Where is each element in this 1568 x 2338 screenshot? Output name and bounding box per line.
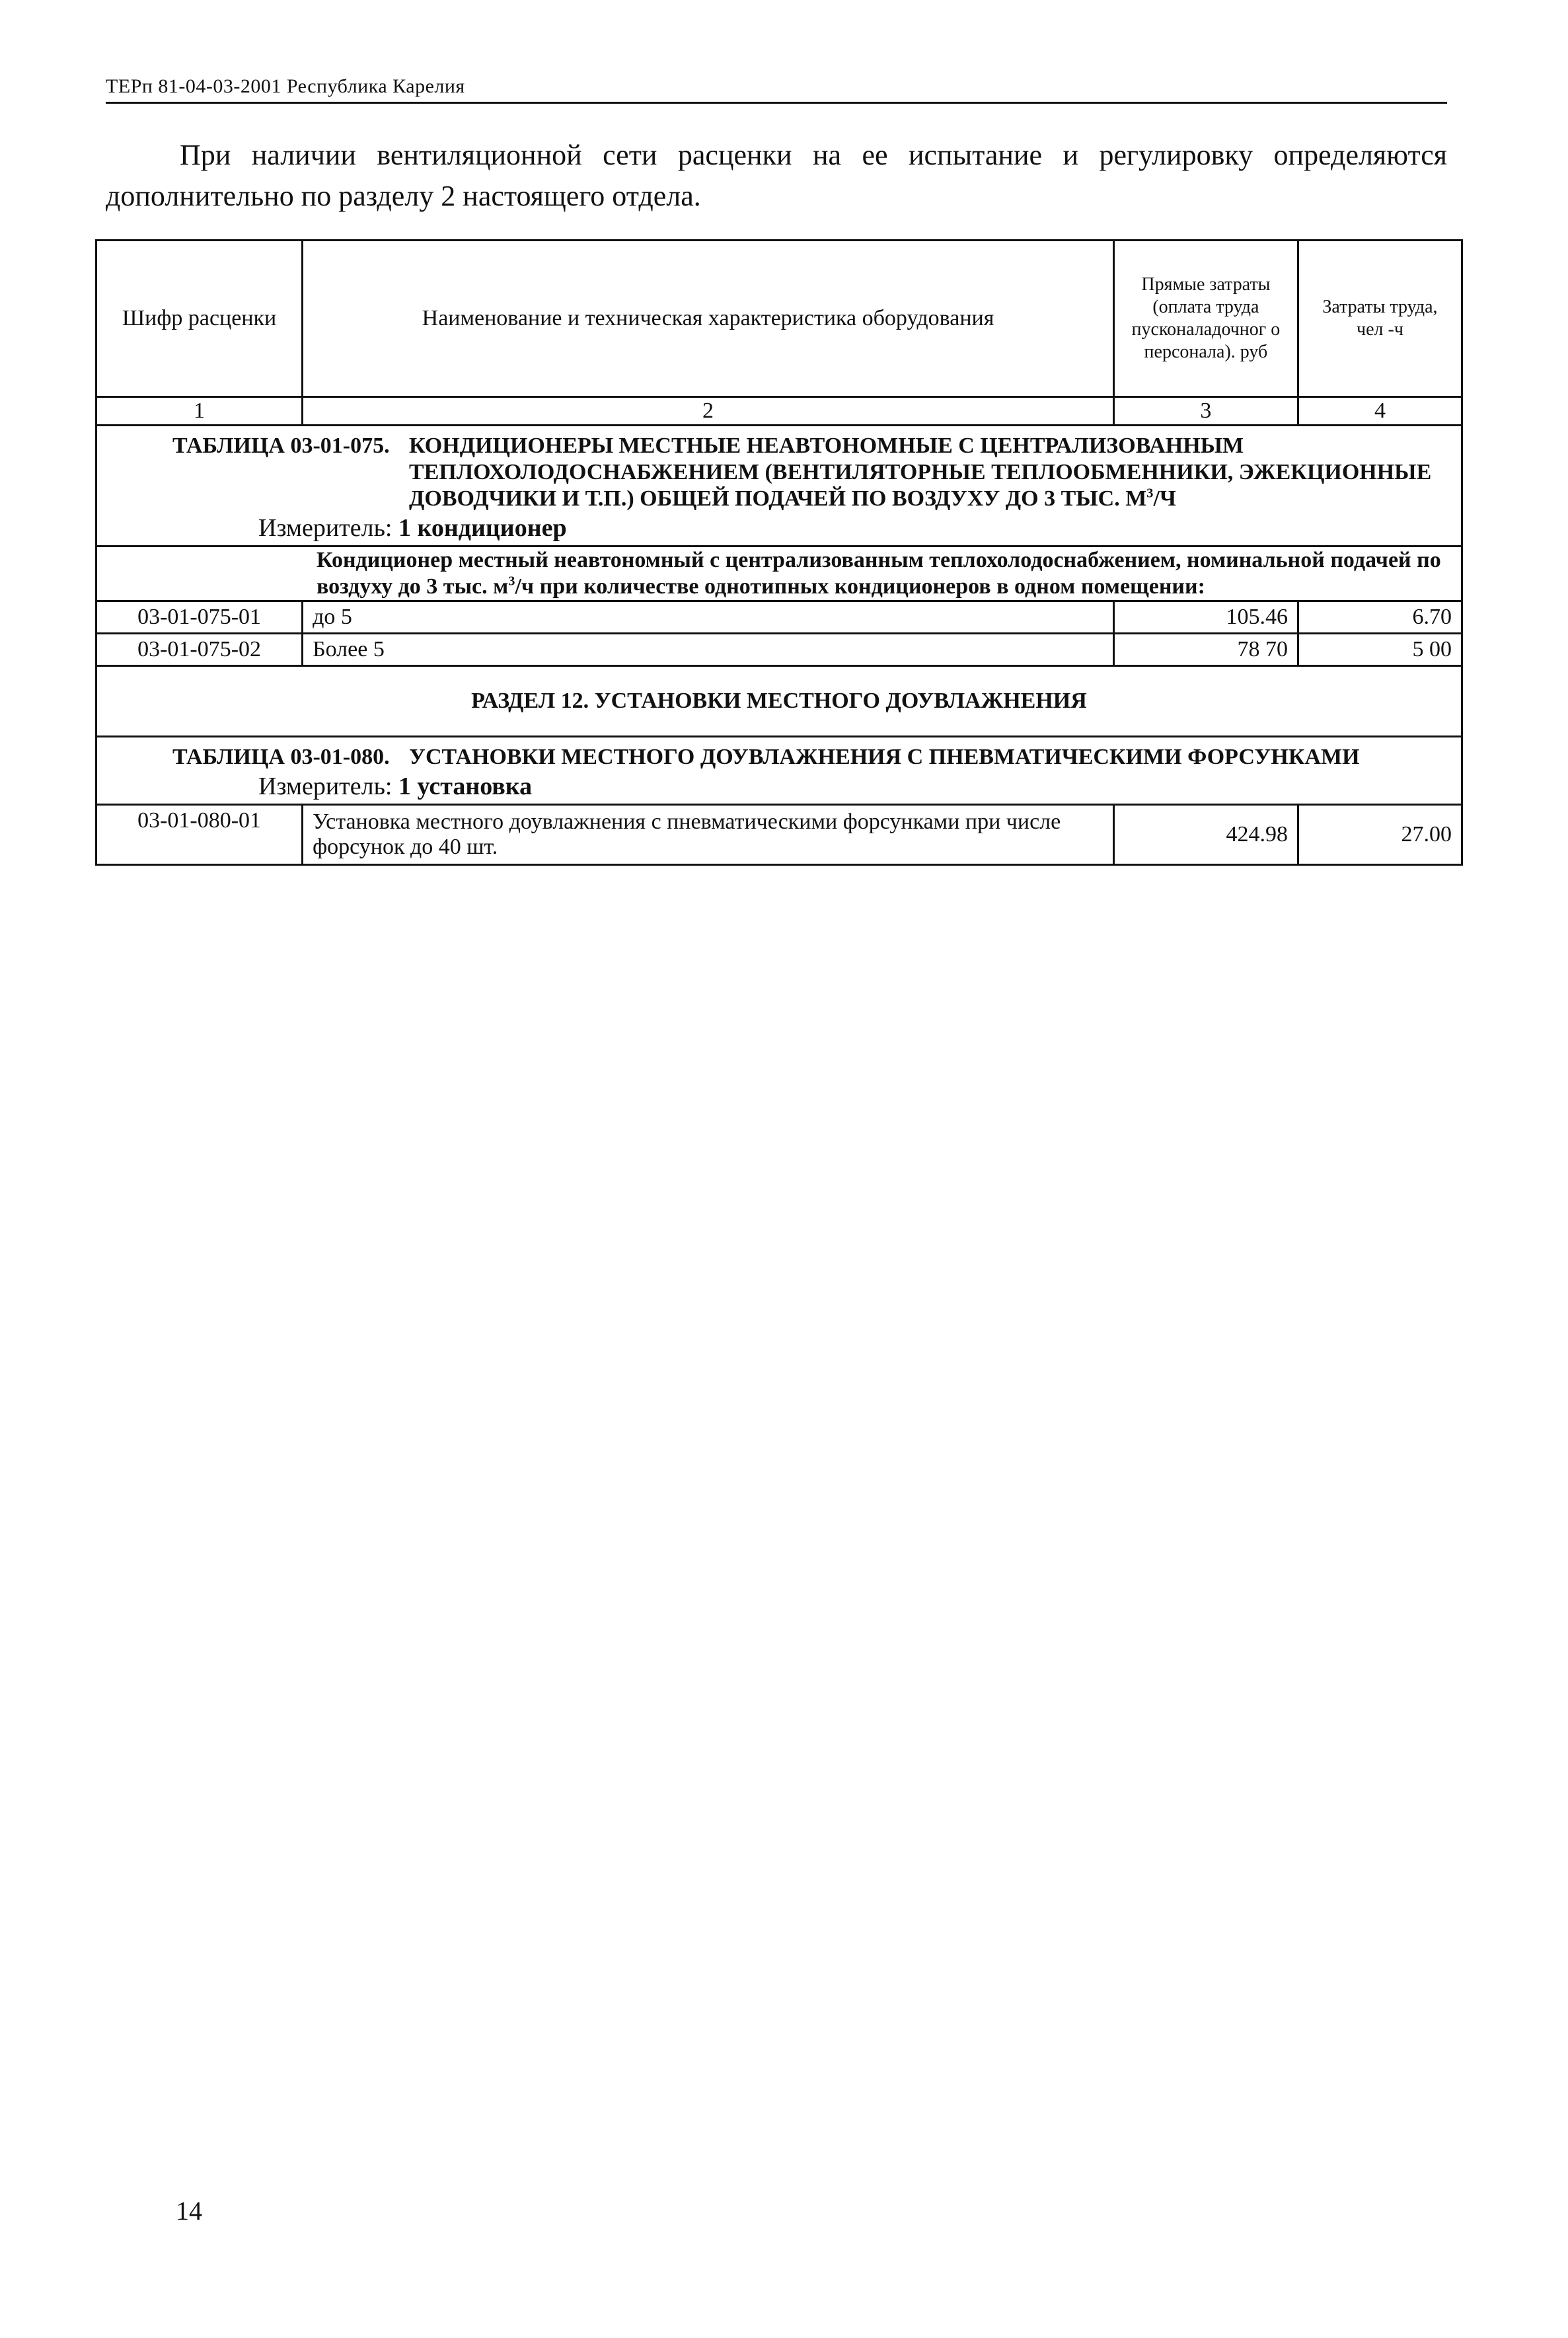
- table-header-row: [96, 241, 1462, 397]
- table-075-label: ТАБЛИЦА 03-01-075.: [172, 434, 390, 458]
- col-header-labor: Затраты труда, чел -ч: [1298, 241, 1462, 397]
- col-header-name: Наименование и техническая характеристика оборудования: [303, 241, 1114, 397]
- column-number-row: [96, 397, 1462, 426]
- rate-labor: 5 00: [1298, 634, 1462, 666]
- rate-cost: 78 70: [1113, 634, 1298, 666]
- section-12-row: [96, 666, 1462, 737]
- table-075-group-row: [96, 547, 1462, 601]
- rate-code: 03-01-080-01: [96, 805, 303, 865]
- rate-labor: 6.70: [1298, 601, 1462, 634]
- table-075-title-row: [96, 426, 1462, 547]
- col-header-cost: Прямые затраты (оплата труда пусконаладочног о персонала). руб: [1113, 241, 1298, 397]
- rate-cost: 105.46: [1113, 601, 1298, 634]
- table-080-title: [96, 737, 1462, 805]
- table-080-measure: Измеритель: 1 установка: [258, 773, 533, 800]
- table-075-measure: Измеритель: 1 кондиционер: [258, 514, 567, 542]
- rate-name: Установка местного доувлажнения с пневматическими форсунками при числе форсунок до 40 шт.: [303, 805, 1114, 865]
- table-075-group-text: Кондиционер местный неавтономный с централизованным теплохолодоснабжением, номинальной подачей по воздуху до 3 тыс. $м^3/ч$ при количестве однотипных кондиционеров в одном помещении:: [96, 547, 1462, 601]
- section-12-heading: РАЗДЕЛ 12. УСТАНОВКИ МЕСТНОГО ДОУВЛАЖНЕНИЯ: [96, 666, 1462, 737]
- col-number: 1: [96, 397, 303, 426]
- rate-name: до 5: [303, 601, 1114, 634]
- table-075-heading: КОНДИЦИОНЕРЫ МЕСТНЫЕ НЕАВТОНОМНЫЕ С ЦЕНТРАЛИЗОВАННЫМ ТЕПЛОХОЛОДОСНАБЖЕНИЕМ (ВЕНТИЛЯТОРНЫЕ ТЕПЛООБМЕННИКИ, ЭЖЕКЦИОННЫЕ ДОВОДЧИКИ И Т.П.) ОБЩЕЙ ПОДАЧЕЙ ПО ВОЗДУХУ ДО 3 ТЫС. $М^3/Ч$: [409, 434, 1432, 511]
- rate-cost: 424.98: [1113, 805, 1298, 865]
- col-number: 2: [303, 397, 1114, 426]
- table-row: [96, 634, 1462, 666]
- page-number: 14: [176, 2196, 202, 2226]
- rate-code: 03-01-075-01: [96, 601, 303, 634]
- col-number: 4: [1298, 397, 1462, 426]
- table-080-title-row: [96, 737, 1462, 805]
- intro-paragraph: При наличии вентиляционной сети расценки на ее испытание и регулировку определяются дополнительно по разделу 2 настоящего отдела.: [106, 139, 1447, 212]
- rates-table: [95, 239, 1463, 866]
- col-header-code: Шифр расценки: [96, 241, 303, 397]
- rate-labor: 27.00: [1298, 805, 1462, 865]
- table-row: [96, 601, 1462, 634]
- table-row: [96, 805, 1462, 865]
- running-header: ТЕРп 81-04-03-2001 Республика Карелия: [106, 75, 1447, 104]
- table-080-label: ТАБЛИЦА 03-01-080.: [172, 745, 390, 769]
- rate-code: 03-01-075-02: [96, 634, 303, 666]
- table-075-title: [96, 426, 1462, 547]
- col-number: 3: [1113, 397, 1298, 426]
- table-080-heading: УСТАНОВКИ МЕСТНОГО ДОУВЛАЖНЕНИЯ С ПНЕВМАТИЧЕСКИМИ ФОРСУНКАМИ: [409, 745, 1360, 769]
- rate-name: Более 5: [303, 634, 1114, 666]
